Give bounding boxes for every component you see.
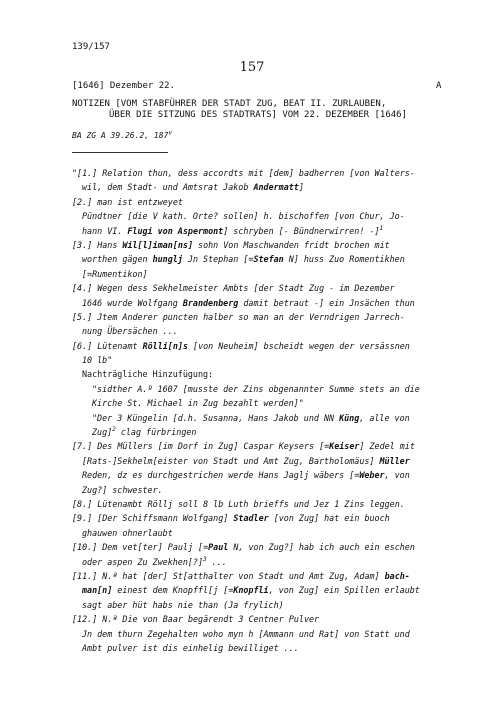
text-span: "[1.] Relation thun, dess accordts mit [dem] badherren [von Walters- xyxy=(72,168,415,178)
text-span: clag fürbringen xyxy=(115,427,197,438)
text-span: ... xyxy=(206,556,227,567)
text-span: hann VI. xyxy=(82,225,128,236)
person-name: Stefan xyxy=(253,254,284,265)
person-name: Weber xyxy=(359,470,385,481)
text-line xyxy=(72,166,462,180)
person-name: bach- xyxy=(384,570,410,581)
text-span: Pündtner [die V kath. Orte? sollen] h. bischoffen [von Chur, Jo- xyxy=(82,211,405,222)
text-span: worthen gägen xyxy=(82,254,153,265)
text-line xyxy=(72,324,462,338)
page-number: 139/157 xyxy=(72,42,110,52)
text-line xyxy=(72,497,462,511)
person-name: Andermatt xyxy=(253,182,299,193)
text-line xyxy=(72,353,462,367)
text-line xyxy=(72,454,462,468)
text-span: [3.] Hans xyxy=(72,239,123,250)
source-sup: v xyxy=(168,129,172,137)
text-span: Kirche St. Michael in Zug bezahlt werden]" xyxy=(92,398,304,409)
separator-rule xyxy=(72,152,168,153)
text-span: [11.] N.ª hat [der] St[atthalter von Stadt und Amt Zug, Adam] xyxy=(72,570,385,581)
text-span: [5.] Jtem Anderer puncten halber so man an der Verndrigen Jarrech- xyxy=(72,311,405,322)
text-line xyxy=(72,252,462,266)
text-line xyxy=(72,540,462,554)
text-line xyxy=(72,296,462,310)
person-name: Brandenberg xyxy=(182,297,239,308)
person-name: Flugi von Aspermont xyxy=(127,225,224,236)
document-type-letter: A xyxy=(436,81,442,91)
text-line xyxy=(72,367,462,381)
person-name: Küng xyxy=(339,412,360,423)
text-line xyxy=(72,468,462,482)
text-span: [7.] Des Müllers [im Dorf in Zug] Caspar Keysers [= xyxy=(72,441,330,452)
person-name: Stadler xyxy=(233,513,269,524)
person-name: Müller xyxy=(379,455,410,466)
document-title xyxy=(72,99,444,121)
text-span: 10 lb" xyxy=(82,355,113,366)
text-line xyxy=(72,267,462,281)
text-span: Zug] xyxy=(92,427,113,438)
text-span: N] huss Zuo Romentikhen xyxy=(283,254,405,265)
text-line xyxy=(72,224,462,238)
addition-label: Nachträgliche Hinzufügung: xyxy=(82,369,214,380)
text-line xyxy=(72,612,462,626)
text-line xyxy=(72,425,462,439)
text-span: sagt aber hüt habs nie than (Ja frylich) xyxy=(82,599,284,610)
footnote-ref: 1 xyxy=(379,224,384,232)
text-span: Jn dem thurn Zegehalten woho myn h [Ammann und Rat] von Statt und xyxy=(82,628,410,639)
text-span: [12.] N.ª Die von Baar begärendt 3 Centner Pulver xyxy=(72,614,320,625)
text-span: "Der 3 Küngelin [d.h. Susanna, Hans Jakob und NN xyxy=(92,412,340,423)
text-span: [=Rumentikon] xyxy=(82,268,148,279)
source-reference xyxy=(72,131,172,140)
text-span: ] schryben [- Bündnerwirren! -] xyxy=(223,225,380,236)
person-name: man[n] xyxy=(82,585,113,596)
text-line xyxy=(72,281,462,295)
text-span: damit betraut -] ein Jnsächen thun xyxy=(238,297,415,308)
source-text: BA ZG A 39.26.2, 187 xyxy=(72,131,169,140)
text-line xyxy=(72,583,462,597)
title-line-2: ÜBER DIE SITZUNG DES STADTRATS] VOM 22. DEZEMBER [1646] xyxy=(108,110,407,120)
title-line-1: NOTIZEN [VOM STABFÜHRER DER STADT ZUG, BEAT II. ZURLAUBEN, xyxy=(72,99,387,109)
text-line xyxy=(72,439,462,453)
transcription-body xyxy=(72,166,462,655)
footnote-ref: 3 xyxy=(203,555,207,563)
person-name: Keiser xyxy=(329,441,360,452)
text-line xyxy=(72,209,462,223)
text-span: einest dem Knopffl[j [= xyxy=(112,585,234,596)
text-span: Reden, dz es durchgestrichen werde Hans Jaglj wäbers [= xyxy=(82,470,360,481)
person-name: Knopfli xyxy=(233,585,269,596)
text-span: [6.] Lütenamt xyxy=(72,340,143,351)
text-span: [von Zug] hat ein buoch xyxy=(268,513,390,524)
text-span: [8.] Lütenambt Röllj soll 8 lb Luth brieffs und Jez 1 Zins leggen. xyxy=(72,498,405,509)
text-span: ] Zedel mit xyxy=(359,441,415,452)
text-span: [Rats-]Sekhelm[eister von Stadt und Amt Zug, Bartholomäus] xyxy=(82,455,380,466)
text-line xyxy=(72,511,462,525)
text-span: [4.] Wegen dess Sekhelmeister Ambts [der Stadt Zug - im Dezember xyxy=(72,283,395,294)
text-span: sohn Von Maschwanden fridt brochen mit xyxy=(193,239,390,250)
person-name: hunglj xyxy=(152,254,183,265)
text-line xyxy=(72,396,462,410)
person-name: Rölli[n]s xyxy=(142,340,188,351)
text-span: , von Zug] ein Spillen erlaubt xyxy=(268,585,420,596)
text-line xyxy=(72,526,462,540)
text-line xyxy=(72,310,462,324)
document-date: [1646] Dezember 22. xyxy=(72,81,175,91)
text-line xyxy=(72,483,462,497)
text-span: 1646 wurde Wolfgang xyxy=(82,297,183,308)
text-line xyxy=(72,641,462,655)
footnote-ref: 2 xyxy=(112,426,116,434)
text-line xyxy=(72,339,462,353)
text-span: ghauwen ohnerlaubt xyxy=(82,527,173,538)
text-line xyxy=(72,180,462,194)
text-span: "sidther A.º 1607 [musste der Zins obgenannter Summe stets an die xyxy=(92,383,420,394)
text-line xyxy=(72,555,462,569)
text-span: [9.] [Der Schiffsmann Wolfgang] xyxy=(72,513,234,524)
text-line xyxy=(72,195,462,209)
text-line xyxy=(72,598,462,612)
text-span: [10.] Dem vet[ter] Paulj [= xyxy=(72,542,209,553)
text-line xyxy=(72,569,462,583)
text-span: nung Übersächen ... xyxy=(82,326,178,337)
text-span: Ambt pulver ist dis einhelig bewilliget ... xyxy=(82,642,299,653)
text-span: wil, dem Stadt- und Amtsrat Jakob xyxy=(82,182,254,193)
text-span: Jn Stephan [= xyxy=(182,254,254,265)
text-span: [2.] man ist entzweyet xyxy=(72,196,183,207)
text-line xyxy=(72,411,462,425)
document-number: 157 xyxy=(239,60,265,75)
person-name: Paul xyxy=(208,542,229,553)
text-span: , von xyxy=(384,470,410,481)
text-span: Zug?] schwester. xyxy=(82,484,163,495)
person-name: Wil[l]iman[ns] xyxy=(122,239,194,250)
text-span: ] xyxy=(298,182,304,193)
text-line xyxy=(72,238,462,252)
text-line xyxy=(72,627,462,641)
text-span: oder aspen Zu Zwekhen[?] xyxy=(82,556,204,567)
text-line xyxy=(72,382,462,396)
text-span: , alle von xyxy=(359,412,410,423)
text-span: [von Neuheim] bscheidt wegen der versässnen xyxy=(187,340,410,351)
text-span: N, von Zug?] hab ich auch ein eschen xyxy=(228,542,415,553)
